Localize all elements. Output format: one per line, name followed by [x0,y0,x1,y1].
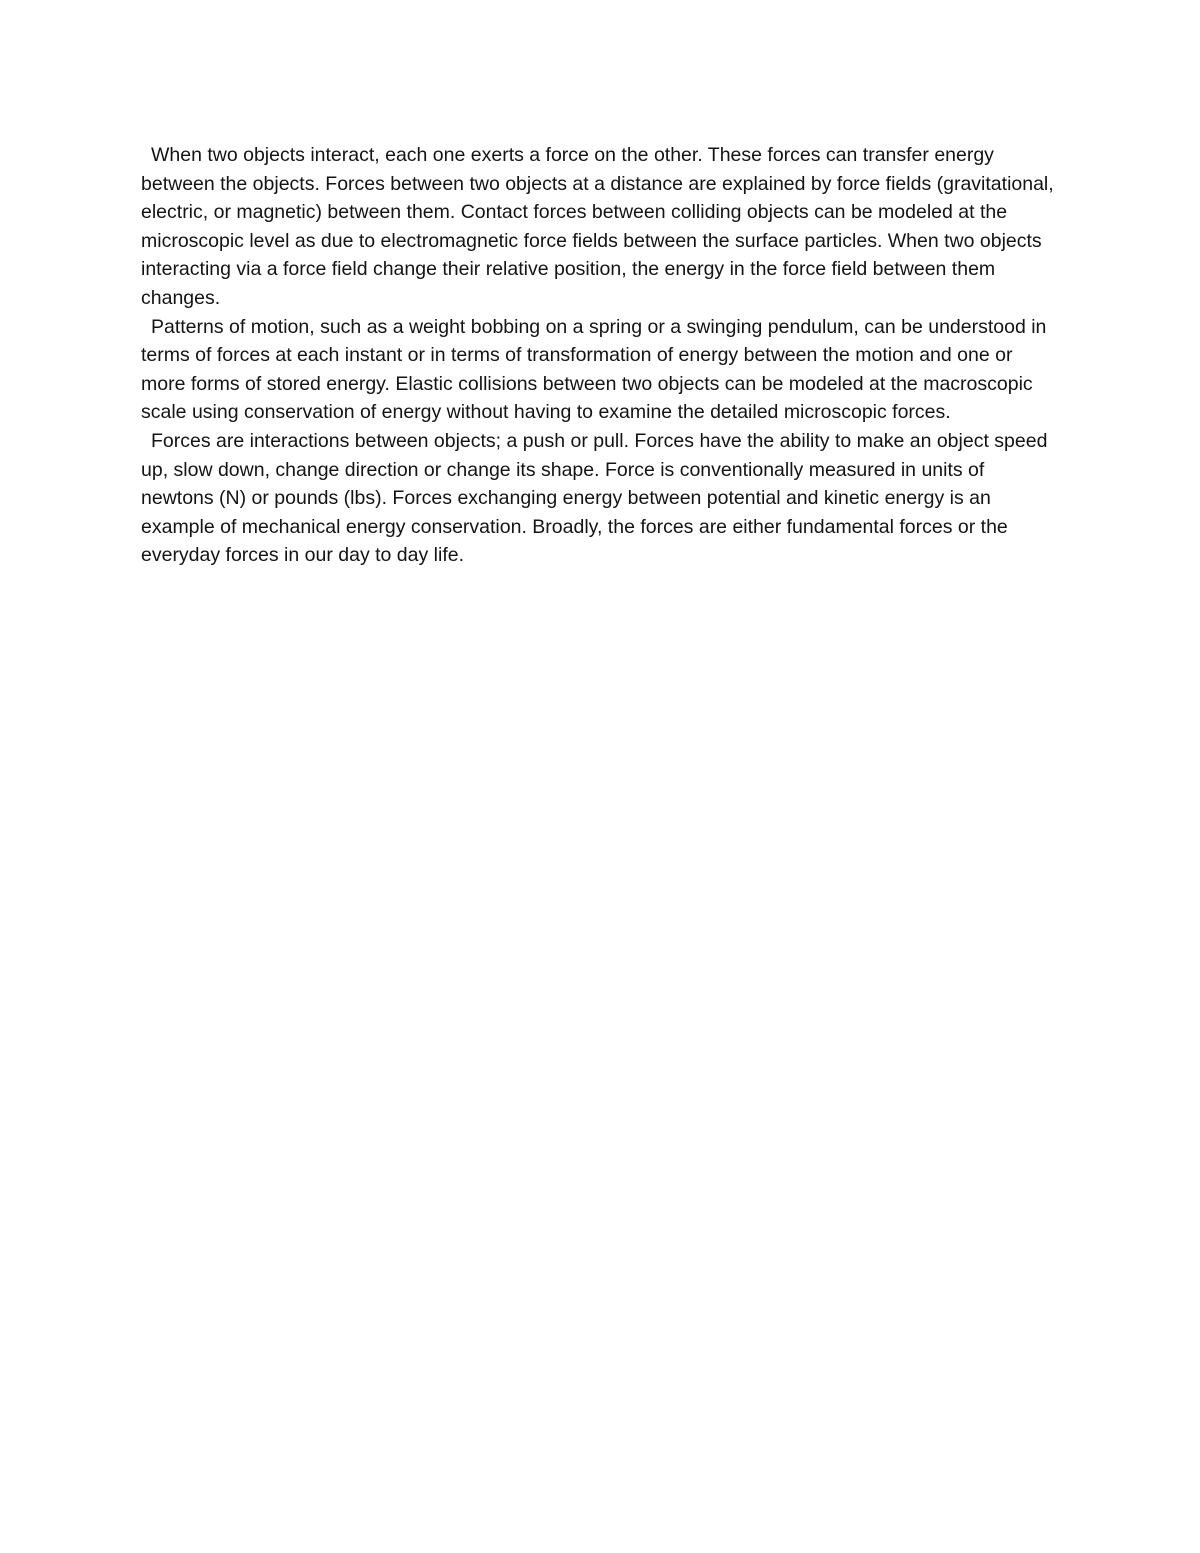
paragraph-forces-and-energy: When two objects interact, each one exerts a force on the other. These forces can transfer energy between the objects. Forces between two objects at a distance are explained by force fields (gravitational, electric, or magnetic) between them. Contact forces between colliding objects can be modeled at the microscopic level as due to electromagnetic force fields between the surface particles. When two objects interacting via a force field change their relative position, the energy in the force field between them changes. [141,144,1054,309]
paragraph-patterns-of-motion: Patterns of motion, such as a weight bobbing on a spring or a swinging pendulum, can be understood in terms of forces at each instant or in terms of transformation of energy between the motion and one or more forms of stored energy. Elastic collisions between two objects can be modeled at the macroscopic scale using conservation of energy without having to examine the detailed microscopic forces. [141,315,1047,424]
paragraph-forces-definition: Forces are interactions between objects; a push or pull. Forces have the ability to make an object speed up, slow down, change direction or change its shape. Force is conventionally measured in units of newtons (N) or pounds (lbs). Forces exchanging energy between potential and kinetic energy is an example of mechanical energy conservation. Broadly, the forces are either fundamental forces or the everyday forces in our day to day life. [141,429,1048,567]
document-body [141,141,1061,570]
